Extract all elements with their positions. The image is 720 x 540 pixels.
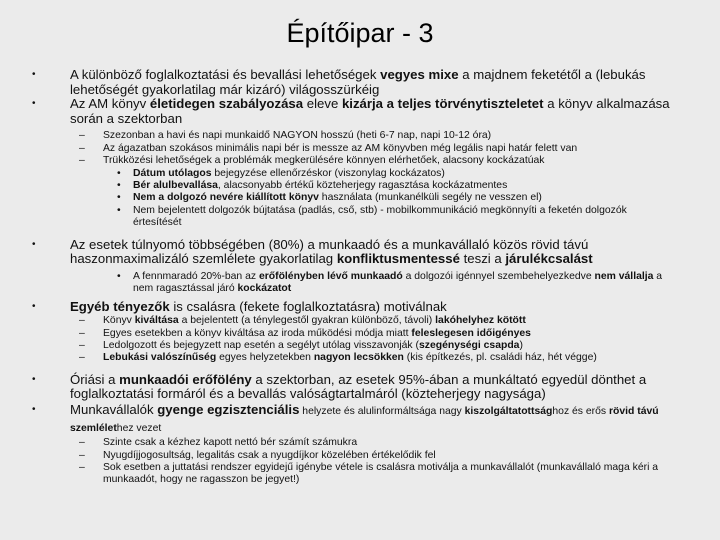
- subsub-bujtatas: • Nem bejelentett dolgozók bújtatása (padlás, cső, stb) - mobilkommunikáció megkönnyíti a feketén dolgozók értesítését: [133, 205, 673, 230]
- slide-body: [0, 68, 720, 487]
- subsub-datum: • Dátum utólagos bejegyzése ellenőrzéskor (viszonylag kockázatos): [133, 168, 673, 180]
- slide-title: Építőipar - 3: [286, 18, 434, 48]
- bullet-am-konyv: • Az AM könyv életidegen szabályozása eleve kizárja a teljes törvénytiszteletet a könyv alkalmazása során a szektorban: [70, 97, 670, 126]
- bullet-egyeb-tenyezok: • Egyéb tényezők is csalásra (fekete foglalkoztatásra) motiválnak: [70, 300, 670, 315]
- sub-minimalber: – Az ágazatban szokásos minimális napi bér is messze az AM könyvben még legális napi határ felett van: [103, 143, 683, 155]
- subsub-konyv: • Nem a dolgozó nevére kiállított könyv használata (munkanélküli segély ne vesszen el): [133, 192, 673, 204]
- bullet-munkavallalok: • Munkavállalók gyenge egzisztenciális helyzete és alulinformáltsága nagy kiszolgáltatottsághoz és erős rövid távú szemlélethez vezet: [70, 403, 670, 436]
- sub-segely: – Ledolgozott és bejegyzett nap esetén a segélyt utólag visszavonják (szegénységi csapda): [103, 340, 683, 352]
- sub-lebukas: – Lebukási valószínűség egyes helyzetekben nagyon lecsökken (kis építkezés, pl. családi ház, hét végge): [103, 352, 683, 364]
- sub-idoigenyes: – Egyes esetekben a könyv kiváltása az iroda működési módja miatt feleslegesen időigényes: [103, 328, 683, 340]
- sub-nyugdij: – Nyugdíjjogosultság, legalitás csak a nyugdíjkor közelében értékelődik fel: [103, 450, 683, 462]
- sub-kivaltas: – Könyv kiváltása a bejelentett (a ténylegestől gyakran különböző, távoli) lakóhelyhez kötött: [103, 315, 683, 327]
- bullet-jarulekcsalas: • Az esetek túlnyomó többségében (80%) a munkaadó és a munkavállaló közös rövid távú haszonmaximalizáló szemlélete gyakorlatilag konfliktusmentessé teszi a járulékcsalást: [70, 238, 670, 267]
- subsub-erofoleny: • A fennmaradó 20%-ban az erőfölényben lévő munkaadó a dolgozói igénnyel szembehelyezkedve nem vállalja a nem ragasztással járó kockázatot: [133, 271, 673, 296]
- sub-netto-ber: – Szinte csak a kézhez kapott nettó bér számít számukra: [103, 437, 683, 449]
- sub-trukkozes: – Trükközési lehetőségek a problémák megkerülésére könnyen elérhetőek, alacsony kockázatúak: [103, 155, 683, 167]
- sub-juttatasi-rendszer: – Sok esetben a juttatási rendszer egyidejű igénybe vétele is csalásra motiválja a munkavállalót (munkavállaló maga kéri a munkaadót, hogy ne ragasszon be jegyet!): [103, 462, 683, 487]
- sub-munkaido: – Szezonban a havi és napi munkaidő NAGYON hosszú (heti 6-7 nap, napi 10-12 óra): [103, 130, 683, 142]
- bullet-vegyes-mix: • A különböző foglalkoztatási és bevallási lehetőségek vegyes mixe a majdnem feketétől a (lebukás lehetőségét gyakorlatilag már kizáró) világosszürkéig: [70, 68, 670, 97]
- subsub-ber: • Bér alulbevallása, alacsonyabb értékű közteherjegy ragasztása kockázatmentes: [133, 180, 673, 192]
- bullet-munkaadoi-erofoleny: • Óriási a munkaadói erőfölény a szektorban, az esetek 95%-ában a munkáltató egyedül dönthet a foglalkoztatási formáról és a bevallás valóságtartalmáról (közteherjegy nagysága): [70, 373, 670, 402]
